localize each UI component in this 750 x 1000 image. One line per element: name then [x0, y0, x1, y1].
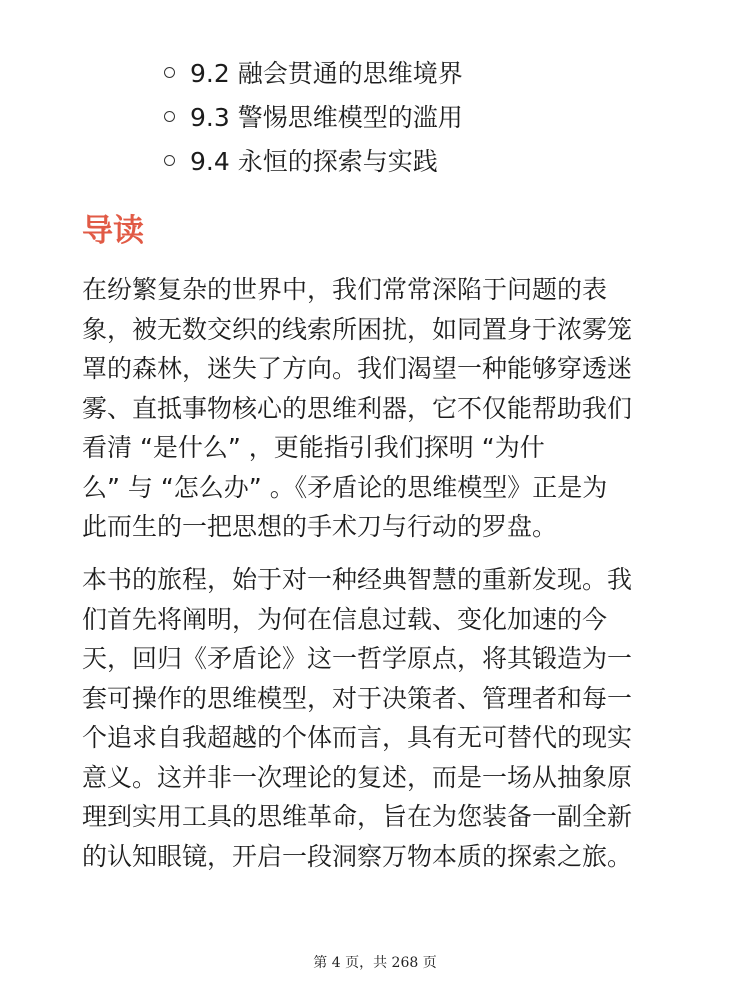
toc-item-label: 9.2 融会贯通的思维境界: [190, 59, 463, 88]
paragraph-line: 套可操作的思维模型，对于决策者、管理者和每一: [82, 683, 633, 713]
paragraph-line: 天，回归《矛盾论》这一哲学原点，将其锻造为一: [82, 644, 633, 673]
table-of-contents-list: [164, 50, 463, 182]
paragraph-line: 么” 与 “怎么办” 。《矛盾论的思维模型》正是为: [82, 472, 608, 502]
page-number-footer: 第 4 页，共 268 页: [313, 955, 437, 971]
paragraph-line: 理到实用工具的思维革命，旨在为您装备一副全新: [82, 802, 633, 831]
paragraph-line: 此而生的一把思想的手术刀与行动的罗盘。: [82, 512, 558, 541]
toc-item-label: 9.4 永恒的探索与实践: [190, 147, 438, 176]
circle-bullet-icon: [164, 67, 175, 78]
paragraph-line: 的认知眼镜，开启一段洞察万物本质的探索之旅。: [82, 841, 633, 871]
paragraph-line: 们首先将阐明，为何在信息过载、变化加速的今: [82, 604, 608, 634]
paragraph-line: 意义。这并非一次理论的复述，而是一场从抽象原: [82, 762, 633, 792]
paragraph-line: 象，被无数交织的线索所困扰，如同置身于浓雾笼: [82, 314, 633, 344]
toc-item-label: 9.3 警惕思维模型的滥用: [190, 103, 463, 132]
intro-paragraph-2: [82, 560, 632, 876]
paragraph-line: 个追求自我超越的个体而言，具有无可替代的现实: [82, 723, 633, 752]
paragraph-line: 罩的森林，迷失了方向。我们渴望一种能够穿透迷: [82, 354, 633, 383]
circle-bullet-icon: [164, 111, 175, 122]
toc-item[interactable]: [164, 138, 463, 182]
paragraph-line: 看清 “是什么” ，更能指引我们探明 “为什: [82, 433, 545, 462]
toc-item[interactable]: [164, 50, 463, 94]
paragraph-line: 本书的旅程，始于对一种经典智慧的重新发现。我: [82, 565, 633, 594]
intro-paragraph-1: [82, 270, 632, 547]
section-heading: 导读: [82, 213, 144, 249]
paragraph-line: 在纷繁复杂的世界中，我们常常深陷于问题的表: [82, 275, 608, 304]
circle-bullet-icon: [164, 155, 175, 166]
toc-item[interactable]: [164, 94, 463, 138]
paragraph-line: 雾、直抵事物核心的思维利器，它不仅能帮助我们: [82, 393, 633, 423]
